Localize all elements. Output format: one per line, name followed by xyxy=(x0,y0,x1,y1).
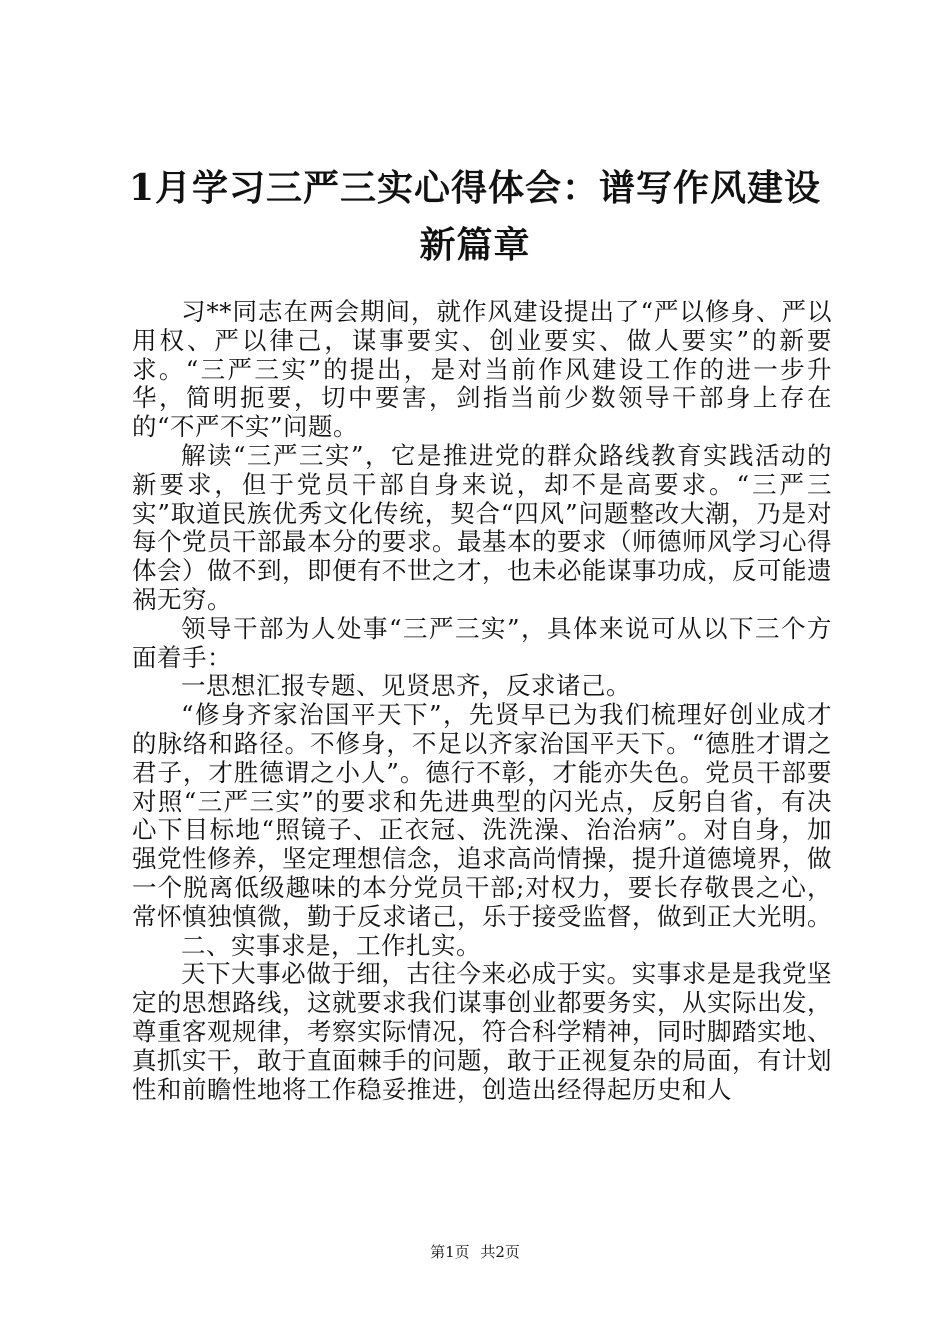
paragraph: 习**同志在两会期间，就作风建设提出了“严以修身、严以用权、严以律己，谋事要实、创业要实、做人要实”的新要求。“三严三实”的提出，是对当前作风建设工作的进一步升华，简明扼要，切中要害，剑指当前少数领导干部身上存在的“不严不实”问题。 xyxy=(132,297,832,442)
page-number: 第1页 xyxy=(430,1243,470,1261)
document-title: 1月学习三严三实心得体会：谱写作风建设新篇章 xyxy=(128,167,822,266)
paragraph: 天下大事必做于细，古往今来必成于实。实事求是是我党坚定的思想路线，这就要求我们谋事创业都要务实，从实际出发，尊重客观规律，考察实际情况，符合科学精神，同时脚踏实地、真抓实干，敢于直面棘手的问题，敢于正视复杂的局面，有计划性和前瞻性地将工作稳妥推进，创造出经得起历史和人 xyxy=(132,959,832,1104)
page-total: 共2页 xyxy=(480,1243,520,1261)
section-heading: 二、实事求是，工作扎实。 xyxy=(181,930,481,960)
paragraph: 领导干部为人处事“三严三实”，具体来说可从以下三个方面着手： xyxy=(132,613,832,672)
document-body xyxy=(132,298,832,1104)
paragraph: “修身齐家治国平天下”，先贤早已为我们梳理好创业成才的脉络和路径。不修身，不足以齐家治国平天下。“德胜才谓之君子，才胜德谓之小人”。德行不彰，才能亦失色。党员干部要对照“三严三实”的要求和先进典型的闪光点，反躬自省，有决心下目标地“照镜子、正衣冠、洗洗澡、治治病”。对自身，加强党性修养，坚定理想信念，追求高尚情操，提升道德境界，做一个脱离低级趣味的本分党员干部;对权力，要长存敬畏之心，常怀慎独慎微，勤于反求诸己，乐于接受监督，做到正大光明。 xyxy=(132,700,832,931)
section-heading: 一思想汇报专题、见贤思齐，反求诸己。 xyxy=(181,671,631,701)
paragraph: 解读“三严三实”，它是推进党的群众路线教育实践活动的新要求，但于党员干部自身来说，却不是高要求。“三严三实”取道民族优秀文化传统，契合“四风”问题整改大潮，乃是对每个党员干部最本分的要求。最基本的要求（师德师风学习心得体会）做不到，即便有不世之才，也未必能谋事功成，反可能遗祸无穷。 xyxy=(132,440,832,614)
page-footer xyxy=(0,1242,950,1262)
